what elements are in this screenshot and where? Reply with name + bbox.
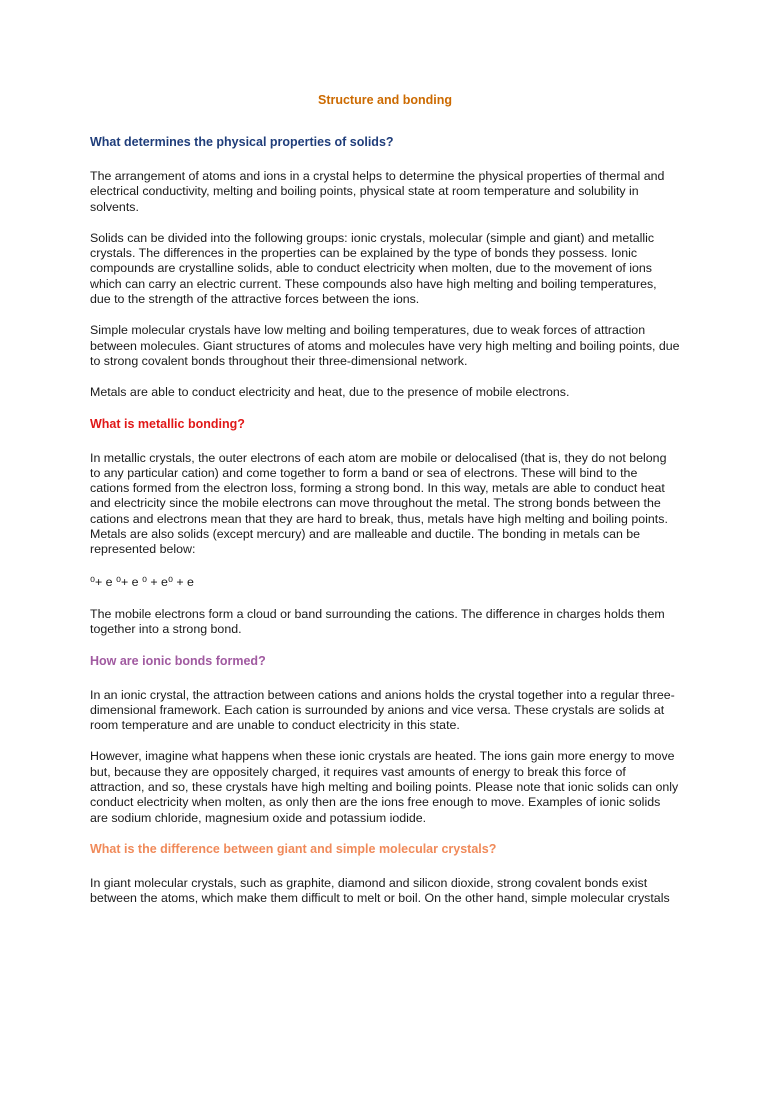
heading-physical-properties: What determines the physical properties of solids? <box>90 135 394 149</box>
paragraph-metallic-crystals: In metallic crystals, the outer electrons of each atom are mobile or delocalised (that is, they do not belong to any particular cation) and come together to form a band or sea of electrons. These will bind to the cations formed from the electron loss, forming a strong bond. In this way, metals are able to conduct heat and electricity since the mobile electrons can move throughout the metal. The strong bonds between the cations and electrons mean that they are hard to break, thus, metals have high melting and boiling points. Metals are also solids (except mercury) and are malleable and ductile. The bonding in metals can be represented below: <box>90 450 668 557</box>
heading-giant-vs-simple: What is the difference between giant and simple molecular crystals? <box>90 841 497 856</box>
paragraph-ionic-heated: However, imagine what happens when these ionic crystals are heated. The ions gain more energy to move but, because they are oppositely charged, it requires vast amounts of energy to break this force of attraction, and so, these crystals have high melting and boiling points. Please note that ionic solids can only conduct electricity when molten, as only then are the ions free enough to move. Examples of ionic solids are sodium chloride, magnesium oxide and potassium iodide. <box>90 749 679 825</box>
heading-ionic-bonds: How are ionic bonds formed? <box>90 653 266 668</box>
paragraph-giant-molecular: In giant molecular crystals, such as graphite, diamond and silicon dioxide, strong covalent bonds exist between the atoms, which make them difficult to melt or boil. On the other hand, simple molecular crystals <box>90 875 670 906</box>
heading-metallic-bonding: What is metallic bonding? <box>90 416 245 431</box>
paragraph-simple-molecular: Simple molecular crystals have low melting and boiling temperatures, due to weak forces of attraction between molecules. Giant structures of atoms and molecules have very high melting and boiling points, due to strong covalent bonds throughout their three-dimensional network. <box>90 323 680 368</box>
paragraph-mobile-electrons: The mobile electrons form a cloud or band surrounding the cations. The difference in charges holds them together into a strong bond. <box>90 606 665 637</box>
document-page <box>0 93 768 1117</box>
paragraph-metals-conduct: Metals are able to conduct electricity and heat, due to the presence of mobile electrons. <box>90 385 570 400</box>
paragraph-solids-groups: Solids can be divided into the following groups: ionic crystals, molecular (simple and giant) and metallic crystals. The differences in the properties can be explained by the type of bonds they possess. Ionic compounds are crystalline solids, able to conduct electricity when molten, due to the movement of ions which can carry an electric current. These compounds also have high melting and boiling temperatures, due to the strength of the attractive forces between the ions. <box>90 230 657 307</box>
paragraph-arrangement: The arrangement of atoms and ions in a crystal helps to determine the physical properties of thermal and electrical conductivity, melting and boiling points, physical state at room temperature and solubility in solvents. <box>90 169 665 214</box>
document-title: Structure and bonding <box>317 93 453 107</box>
paragraph-ionic-crystal: In an ionic crystal, the attraction between cations and anions holds the crystal together into a regular three-dimensional framework. Each cation is surrounded by anions and vice versa. These crystals are solids at room temperature and are unable to conduct electricity in this state. <box>90 687 675 733</box>
metallic-bond-equation: ⁰+ e ⁰+ e ⁰ + e⁰ + e <box>90 574 194 589</box>
